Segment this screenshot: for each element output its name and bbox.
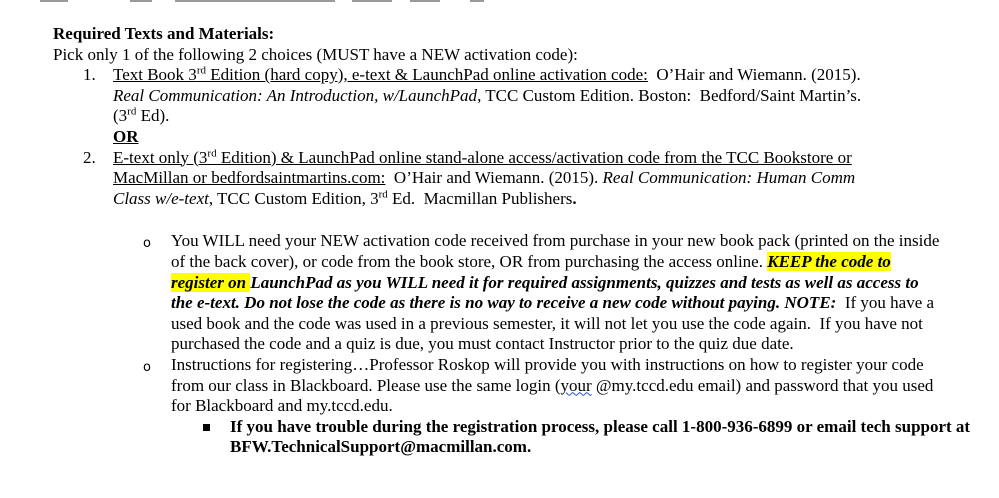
- bullet-item-activation-code: o You WILL need your NEW activation code received from purchase in your new book pack (printed on the inside of the back cover), or code from the book store, OR from purchasing the access online. KEEP the code to register on LaunchPad as you WILL need it for required assignments, quizzes and tests as well as access to the e-text. Do not lose the code as there is no way to receive a new code without paying. NOTE: If you have a used book and the code was used in a previous semester, it will not let you use the code again. If you have not purchased the code and a quiz is due, you must contact Instructor prior to the quiz due date.: [143, 231, 940, 354]
- list-item-2: 2. E-text only (3rd Edition) & LaunchPad online stand-alone access/activation code from the TCC Bookstore or MacMillan or bedfordsaintmartins.com: O’Hair and Wiemann. (2015). Real Communication: Human Comm Class w/e-text, TCC Custom Edition, 3rd Ed. Macmillan Publishers.: [83, 146, 856, 208]
- item1-underlined: Text Book 3rd Edition (hard copy), e-text & LaunchPad online activation code:: [113, 64, 648, 85]
- circle-bullet-icon: o: [143, 236, 151, 252]
- bullet-list: [53, 231, 993, 458]
- list-item-1: 1. Text Book 3rd Edition (hard copy), e-text & LaunchPad online activation code: O’Hair and Wiemann. (2015). Real Communication: An Introduction, w/LaunchPad, TCC Custom Edition. Boston: Bedford/Saint Martin’s. (3rd Ed). OR: [83, 64, 862, 146]
- book-title: Real Communication: An Introduction, w/LaunchPad: [113, 85, 478, 105]
- intro-text: Pick only 1 of the following 2 choices (MUST have a NEW activation code):: [53, 44, 578, 64]
- spellcheck-flag: your: [560, 375, 592, 395]
- sub-bullet-item-support: [53, 417, 990, 458]
- support-text: If you have trouble during the registration process, please call 1-800-936-6899 or email tech support at BFW.TechnicalSupport@macmillan.com.: [230, 416, 971, 457]
- section-heading: Required Texts and Materials:: [53, 24, 275, 43]
- circle-bullet-icon: o: [143, 359, 151, 375]
- previous-page-cutoff: [0, 0, 999, 3]
- list-number: 1.: [83, 65, 96, 85]
- document-body: [53, 24, 993, 458]
- square-bullet-icon: [203, 424, 210, 431]
- highlighted-text: KEEP the code to register on: [171, 251, 891, 292]
- book-title-cont: Class w/e-text: [113, 188, 209, 208]
- bullet-item-registration: o Instructions for registering…Professor Roskop will provide you with instructions on how to register your code from our class in Blackboard. Please use the same login (your @my.tccd.edu email) and password that you used for Blackboard and my.tccd.edu.: [143, 354, 934, 416]
- or-label: OR: [113, 126, 139, 146]
- book-title: Real Communication: Human Comm: [602, 168, 856, 188]
- item2-underlined: E-text only (3rd Edition) & LaunchPad online stand-alone access/activation code from the TCC Bookstore or MacMillan or bedfordsaintmartins.com:: [113, 146, 852, 188]
- list-number: 2.: [83, 147, 96, 167]
